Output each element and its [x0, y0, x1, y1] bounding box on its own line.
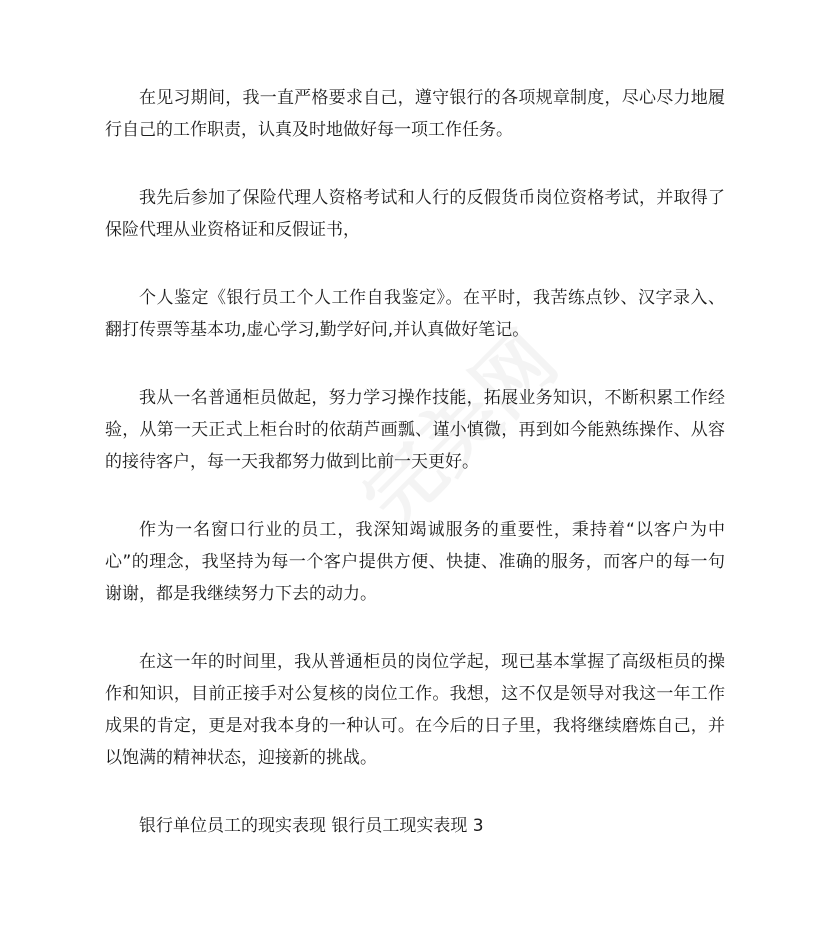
paragraph-teller-growth: 我从一名普通柜员做起，努力学习操作技能，拓展业务知识，不断积累工作经验，从第一天正式上柜台时的依葫芦画瓢、谨小慎微，再到如今能熟练操作、从容的接待客户，每一天我都努力做到比前一天更好。 [105, 388, 725, 472]
section-heading: 银行单位员工的现实表现 银行员工现实表现 3 [139, 816, 484, 836]
paragraph-certifications: 我先后参加了保险代理人资格考试和人行的反假货币岗位资格考试，并取得了保险代理从业资格证和反假证书， [105, 188, 725, 240]
paragraph-year-summary: 在这一年的时间里，我从普通柜员的岗位学起，现已基本掌握了高级柜员的操作和知识，目前正接手对公复核的岗位工作。我想，这不仅是领导对我这一年工作成果的肯定，更是对我本身的一种认可。在今后的日子里，我将继续磨炼自己，并以饱满的精神状态，迎接新的挑战。 [105, 652, 725, 768]
paragraph-customer-service: 作为一名窗口行业的员工，我深知竭诚服务的重要性，秉持着“以客户为中心”的理念，我坚持为每一个客户提供方便、快捷、准确的服务，而客户的每一句谢谢，都是我继续努力下去的动力。 [105, 520, 725, 604]
paragraph-self-assessment: 个人鉴定《银行员工个人工作自我鉴定》。在平时，我苦练点钞、汉字录入、翻打传票等基本功,虚心学习,勤学好问,并认真做好笔记。 [105, 288, 725, 340]
paragraph-internship: 在见习期间，我一直严格要求自己，遵守银行的各项规章制度，尽心尽力地履行自己的工作职责，认真及时地做好每一项工作任务。 [105, 88, 725, 140]
